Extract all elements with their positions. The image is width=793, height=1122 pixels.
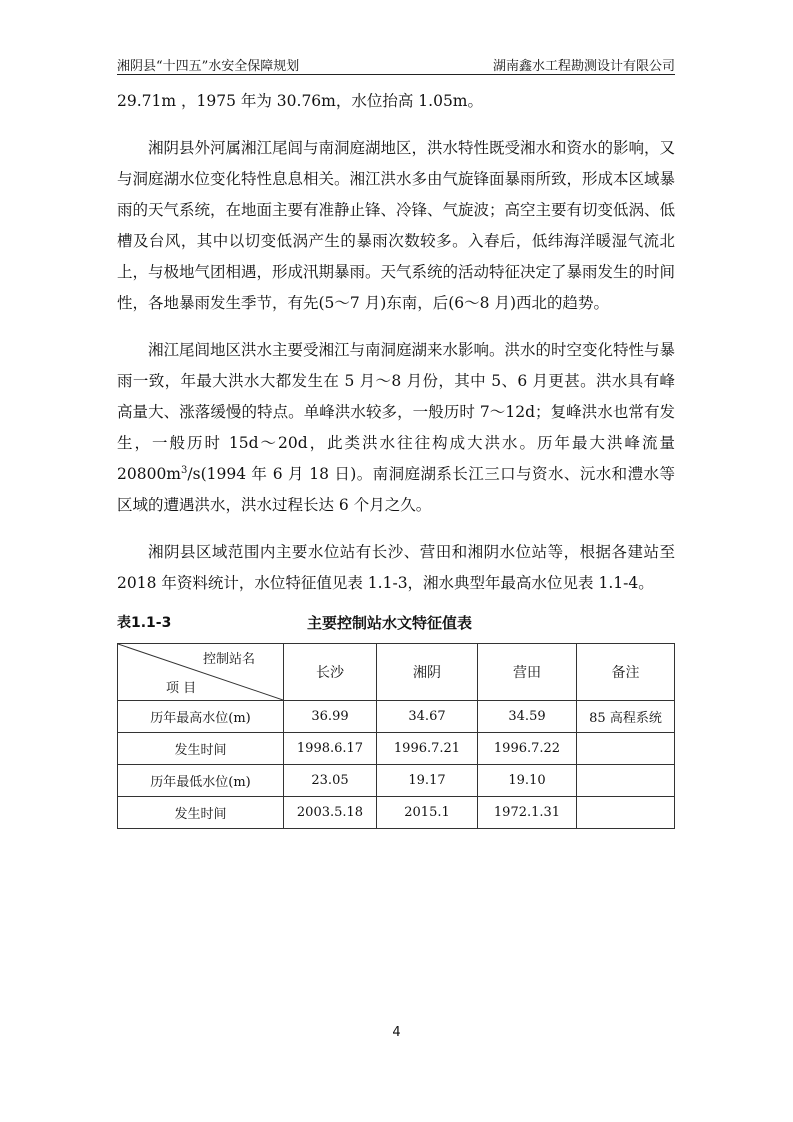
table-row: [118, 733, 675, 765]
table-cell: 1996.7.22: [478, 733, 577, 765]
hydrology-table: [117, 643, 675, 829]
superscript: 3: [181, 464, 188, 476]
table-cell: 34.59: [478, 701, 577, 733]
document-body: [117, 86, 675, 829]
diagonal-line: [118, 644, 283, 700]
column-header: 湘阴: [377, 644, 478, 701]
table-cell: 36.99: [284, 701, 377, 733]
table-cell: 1998.6.17: [284, 733, 377, 765]
row-label: 发生时间: [118, 797, 284, 829]
table-title: 主要控制站水文特征值表: [307, 613, 473, 632]
table-cell: 1972.1.31: [478, 797, 577, 829]
table-cell: 23.05: [284, 765, 377, 797]
table-cell: 34.67: [377, 701, 478, 733]
paragraph-continuation: 29.71m ，1975 年为 30.76m，水位抬高 1.05m。: [117, 92, 484, 110]
header-station-label: 控制站名: [202, 652, 255, 667]
row-label: 历年最高水位(m): [118, 701, 284, 733]
table-row: [118, 765, 675, 797]
table-number: 表1.1-3: [117, 615, 172, 631]
table-row: [118, 701, 675, 733]
paragraph-text: /s(1994 年 6 月 18 日)。南洞庭湖系长江三口与资水、沅水和澧水等区域的遭遇洪水，洪水过程长达 6 个月之久。: [117, 465, 675, 514]
paragraph-flood-characteristics: 湘阴县外河属湘江尾闾与南洞庭湖地区，洪水特性既受湘水和资水的影响，又与洞庭湖水位变化特性息息相关。湘江洪水多由气旋锋面暴雨所致，形成本区域暴雨的天气系统，在地面主要有准静止锋、冷锋、气旋波；高空主要有切变低涡、低槽及台风，其中以切变低涡产生的暴雨次数较多。入春后，低纬海洋暖湿气流北上，与极地气团相遇，形成汛期暴雨。天气系统的活动特征决定了暴雨发生的时间性，各地暴雨发生季节，有先(5～7 月)东南，后(6～8 月)西北的趋势。: [117, 139, 676, 312]
table-cell: [577, 733, 675, 765]
header-left-title: 湘阴县“十四五”水安全保障规划: [117, 59, 300, 74]
header-right-company: 湖南鑫水工程勘测设计有限公司: [492, 59, 675, 74]
row-label: 发生时间: [118, 733, 284, 765]
page-number: 4: [392, 1025, 401, 1040]
table-cell: 2015.1: [377, 797, 478, 829]
row-label: 历年最低水位(m): [118, 765, 284, 797]
paragraph-flood-tail-region: [117, 335, 675, 521]
table-cell: 1996.7.21: [377, 733, 478, 765]
table-row: [118, 797, 675, 829]
page-header: [117, 52, 675, 74]
table-cell: 19.10: [478, 765, 577, 797]
column-header: 长沙: [284, 644, 377, 701]
table-header-row: [118, 644, 675, 701]
diagonal-header-cell: [118, 644, 284, 701]
table-cell: [577, 797, 675, 829]
paragraph-stations: 湘阴县区域范围内主要水位站有长沙、营田和湘阴水位站等，根据各建站至 2018 年资料统计，水位特征值见表 1.1-3，湘水典型年最高水位见表 1.1-4。: [117, 543, 675, 592]
table-cell: [577, 765, 675, 797]
header-divider: [117, 74, 675, 75]
paragraph-text: 湘江尾闾地区洪水主要受湘江与南洞庭湖来水影响。洪水的时空变化特性与暴雨一致，年最大洪水大都发生在 5 月～8 月份，其中 5、6 月更甚。洪水具有峰高量大、涨落缓慢的特点。单峰洪水较多，一般历时 7～12d；复峰洪水也常有发生，一般历时 15d～20d，此类洪水往往构成大洪水。历年最大洪峰流量 20800m: [117, 341, 676, 483]
table-caption: [117, 609, 675, 635]
column-header: 备注: [577, 644, 675, 701]
header-item-label: 项 目: [166, 681, 197, 696]
table-cell: 2003.5.18: [284, 797, 377, 829]
table-cell: 19.17: [377, 765, 478, 797]
table-cell: 85 高程系统: [577, 701, 675, 733]
column-header: 营田: [478, 644, 577, 701]
